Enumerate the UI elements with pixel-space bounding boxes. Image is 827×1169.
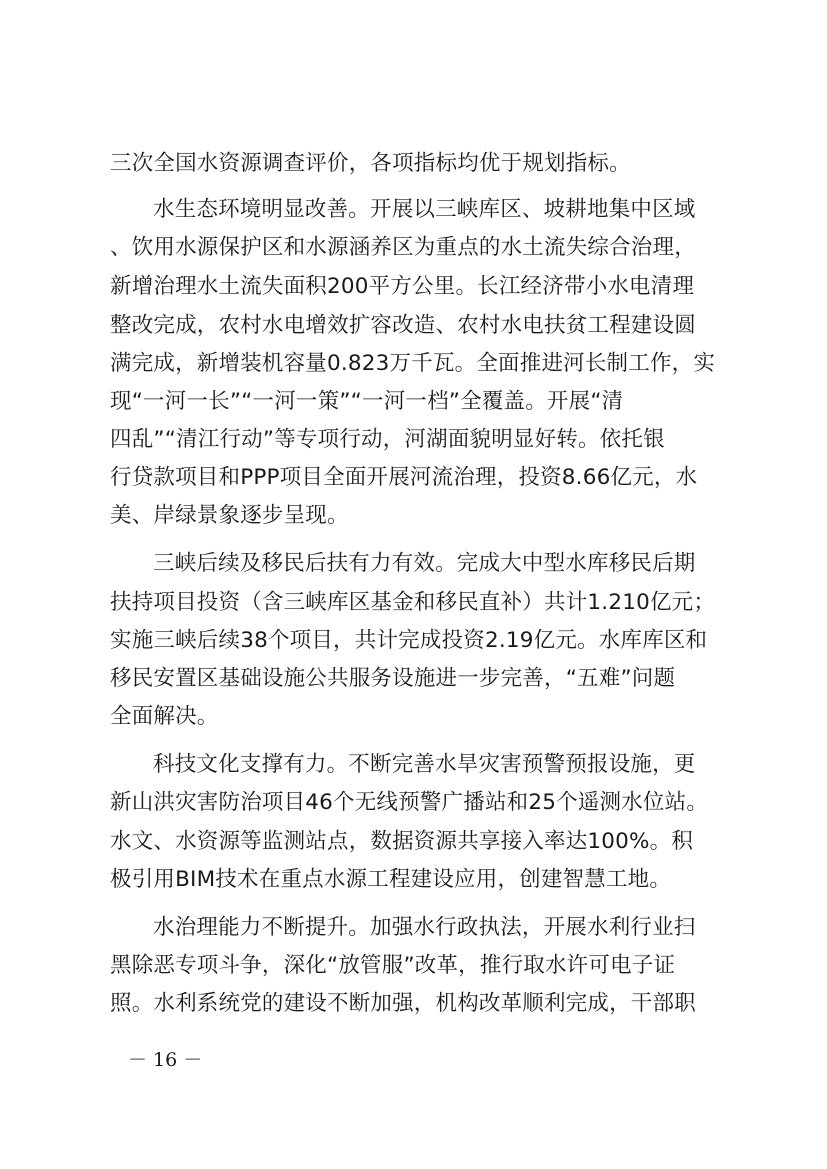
text-line: 科技文化支撑有力。不断完善水旱灾害预警预报设施，更 (153, 752, 696, 777)
text-line: 新山洪灾害防治项目46个无线预警广播站和25个遥测水位站。 (110, 790, 709, 815)
text-line: 、饮用水源保护区和水源涵养区为重点的水土流失综合治理， (110, 235, 696, 260)
text-line: 极引用BIM技术在重点水源工程建设应用，创建智慧工地。 (110, 867, 672, 892)
page-number: － 16 － (128, 1049, 203, 1071)
text-line: 行贷款项目和PPP项目全面开展河流治理，投资8.66亿元，水 (110, 465, 698, 490)
text-line: 黑除恶专项斗争，深化“放管服”改革，推行取水许可电子证 (110, 953, 676, 978)
text-line: 扶持项目投资（含三峡库区基金和移民直补）共计1.210亿元； (110, 590, 716, 615)
text-line: 美、岸绿景象逐步呈现。 (110, 503, 349, 528)
text-line: 新增治理水土流失面积200平方公里。长江经济带小水电清理 (110, 274, 695, 299)
text-line: 三次全国水资源调查评价，各项指标均优于规划指标。 (110, 151, 631, 176)
text-line: 整改完成，农村水电增效扩容改造、农村水电扶贫工程建设圆 (110, 313, 696, 338)
text-line: 水生态环境明显改善。开展以三峡库区、坡耕地集中区域 (153, 197, 696, 222)
text-line: 移民安置区基础设施公共服务设施进一步完善，“五难”问题 (110, 666, 676, 691)
text-line: 实施三峡后续38个项目，共计完成投资2.19亿元。水库库区和 (110, 628, 708, 653)
text-line: 三峡后续及移民后扶有力有效。完成大中型水库移民后期 (153, 551, 696, 576)
text-line: 满完成，新增装机容量0.823万千瓦。全面推进河长制工作，实 (110, 351, 716, 376)
text-line: 四乱”“清江行动”等专项行动，河湖面貌明显好转。依托银 (110, 427, 665, 452)
text-line: 现“一河一长”“一河一策”“一河一档”全覆盖。开展“清 (110, 389, 624, 414)
text-line: 水治理能力不断提升。加强水行政执法，开展水利行业扫 (153, 915, 696, 940)
text-line: 水文、水资源等监测站点，数据资源共享接入率达100%。积 (110, 829, 694, 854)
text-line: 全面解决。 (110, 704, 219, 729)
text-line: 照。水利系统党的建设不断加强，机构改革顺利完成，干部职 (110, 991, 696, 1016)
